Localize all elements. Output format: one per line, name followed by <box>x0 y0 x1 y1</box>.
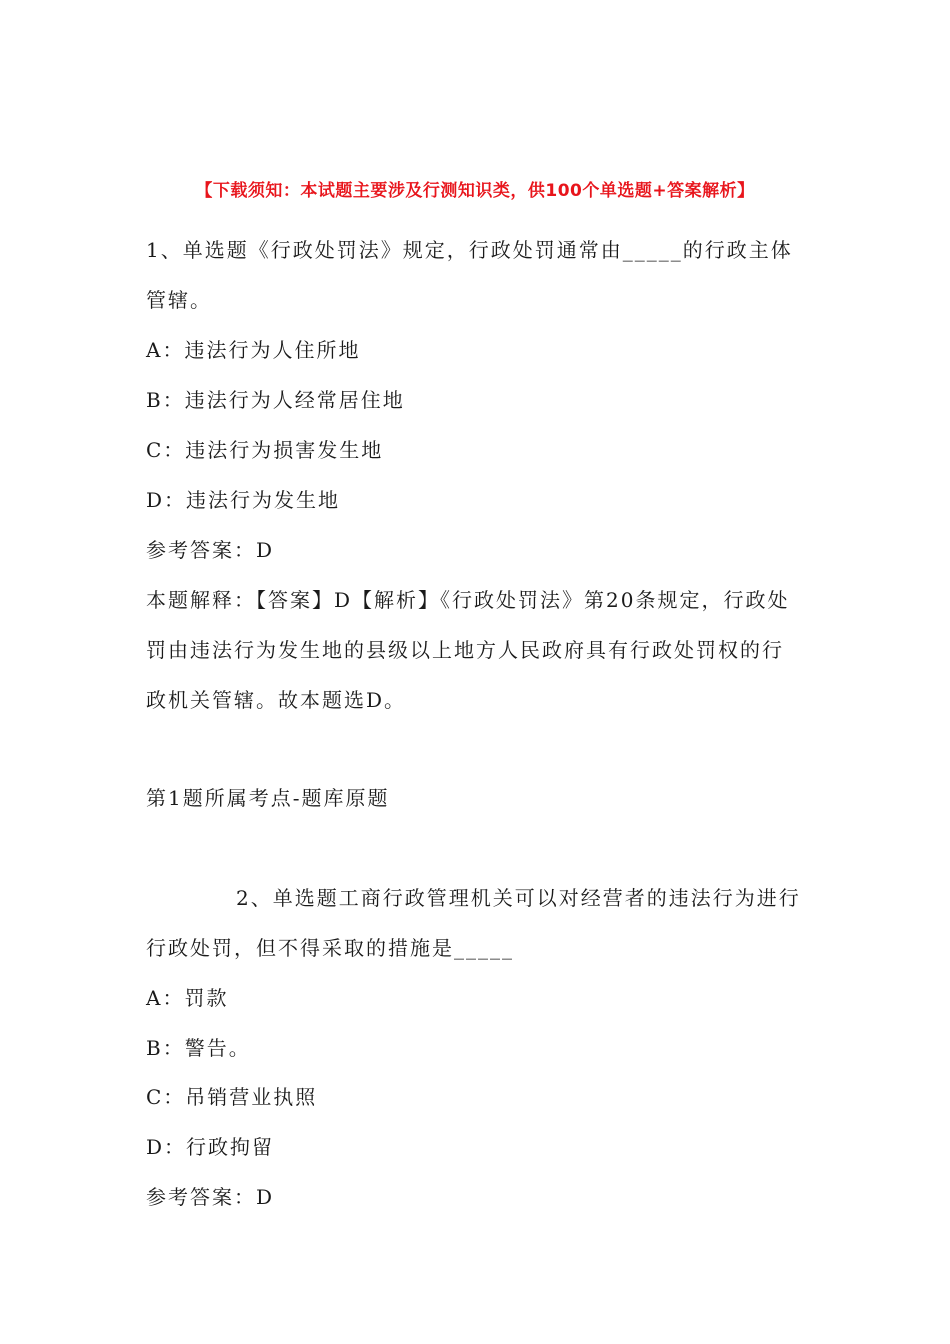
q1-explanation-line-1: 本题解释：【答案】D【解析】《行政处罚法》第20条规定，行政处 <box>146 588 790 612</box>
q1-option-d: D：违法行为发生地 <box>146 488 341 512</box>
q1-option-a: A：违法行为人住所地 <box>146 338 361 362</box>
download-notice: 【下载须知：本试题主要涉及行测知识类，供100个单选题+答案解析】 <box>195 181 755 201</box>
q1-stem-line-1: 1、单选题《行政处罚法》规定，行政处罚通常由_____的行政主体 <box>146 238 793 262</box>
q2-option-b: B：警告。 <box>146 1036 251 1060</box>
q2-answer: 参考答案：D <box>146 1185 275 1209</box>
q1-option-c: C：违法行为损害发生地 <box>146 438 384 462</box>
q2-option-a: A：罚款 <box>146 986 229 1010</box>
q2-stem-line-2: 行政处罚，但不得采取的措施是_____ <box>146 936 514 960</box>
q1-topic: 第1题所属考点-题库原题 <box>146 786 390 810</box>
q2-option-c: C：吊销营业执照 <box>146 1085 318 1109</box>
q2-option-d: D：行政拘留 <box>146 1135 275 1159</box>
q1-stem-line-2: 管辖。 <box>146 288 212 312</box>
q1-explanation-line-2: 罚由违法行为发生地的县级以上地方人民政府具有行政处罚权的行 <box>146 638 784 662</box>
q1-option-b: B：违法行为人经常居住地 <box>146 388 405 412</box>
q1-answer: 参考答案：D <box>146 538 275 562</box>
q2-stem-line-1: 2、单选题工商行政管理机关可以对经营者的违法行为进行 <box>236 886 801 910</box>
q1-explanation-line-3: 政机关管辖。故本题选D。 <box>146 688 407 712</box>
